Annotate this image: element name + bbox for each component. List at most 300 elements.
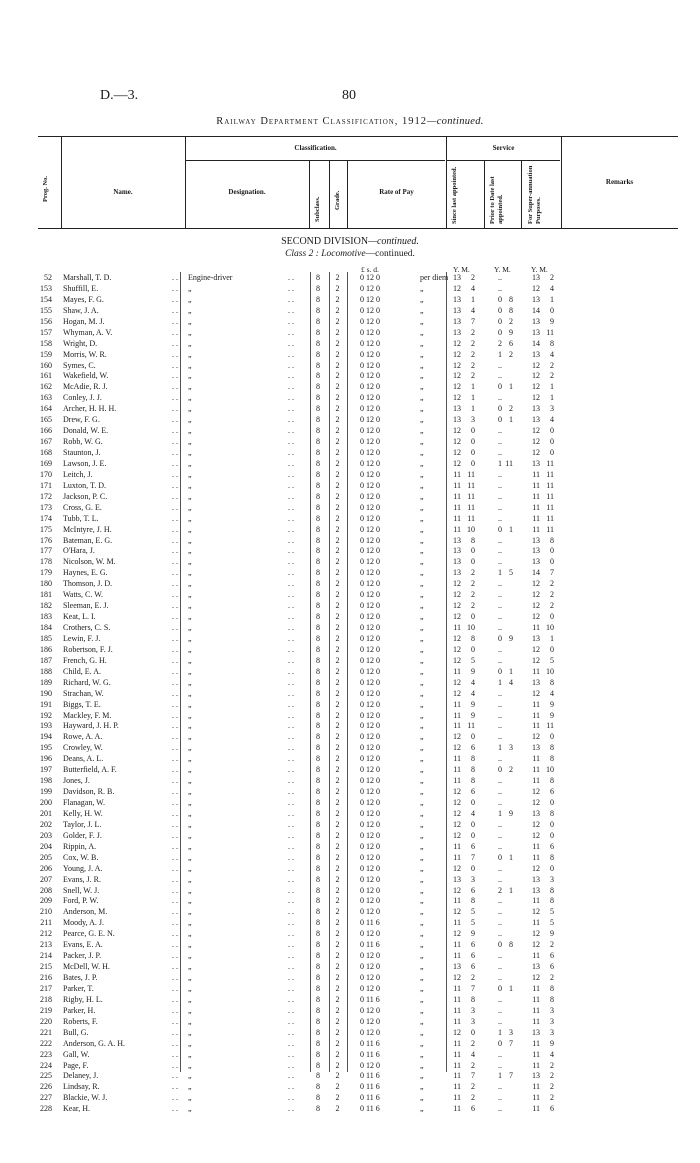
prior-years: .. xyxy=(498,557,502,567)
designation: „ xyxy=(188,754,192,764)
prior-years: .. xyxy=(498,819,502,829)
grade: 2 xyxy=(335,371,340,381)
super-years: 12 xyxy=(532,787,540,797)
designation-leader: . . xyxy=(288,830,294,840)
grade: 2 xyxy=(335,765,340,775)
table-row xyxy=(0,1061,700,1072)
header-remarks: Remarks xyxy=(605,178,634,186)
subclass: 8 xyxy=(316,787,320,797)
rate-of-pay: 0 12 0 xyxy=(360,546,380,556)
rate-of-pay: 0 12 0 xyxy=(360,885,380,895)
prog-no: 197 xyxy=(40,765,52,775)
prior-months: 1 xyxy=(509,524,513,534)
super-years: 11 xyxy=(532,1016,540,1026)
since-months: 2 xyxy=(471,338,475,348)
subclass: 8 xyxy=(316,819,320,829)
grade: 2 xyxy=(335,1082,340,1092)
super-months: 1 xyxy=(550,382,554,392)
designation: „ xyxy=(188,349,192,359)
staff-name: Davidson, R. B. xyxy=(63,787,115,797)
rate-of-pay: 0 12 0 xyxy=(360,557,380,567)
grade: 2 xyxy=(335,633,340,643)
prog-no: 174 xyxy=(40,513,52,523)
rate-of-pay: 0 12 0 xyxy=(360,568,380,578)
prog-no: 196 xyxy=(40,754,52,764)
designation: „ xyxy=(188,590,192,600)
prior-years: 0 xyxy=(498,524,502,534)
grade: 2 xyxy=(335,294,340,304)
designation-leader: . . xyxy=(288,458,294,468)
since-years: 12 xyxy=(453,819,461,829)
designation-leader: . . xyxy=(288,316,294,326)
designation: „ xyxy=(188,808,192,818)
since-years: 11 xyxy=(453,983,461,993)
prog-no: 158 xyxy=(40,338,52,348)
since-years: 11 xyxy=(453,502,461,512)
class-name: Locomotive xyxy=(321,249,366,259)
super-years: 12 xyxy=(532,382,540,392)
since-months: 10 xyxy=(467,623,475,632)
since-months: 6 xyxy=(471,787,475,797)
table-row xyxy=(0,328,700,339)
subclass: 8 xyxy=(316,677,320,687)
since-years: 13 xyxy=(453,874,461,884)
designation: „ xyxy=(188,557,192,567)
name-leader: . . xyxy=(172,1060,178,1070)
staff-name: Hogan, M. J. xyxy=(63,316,105,326)
rate-of-pay: 0 12 0 xyxy=(360,283,380,293)
designation-leader: . . xyxy=(288,1005,294,1015)
staff-name: Symes, C. xyxy=(63,360,96,370)
prior-years: 1 xyxy=(498,1071,502,1081)
subclass: 8 xyxy=(316,994,320,1004)
rate-of-pay: 0 12 0 xyxy=(360,907,380,917)
rate-of-pay: 0 12 0 xyxy=(360,612,380,622)
prior-years: .. xyxy=(498,951,502,961)
since-years: 13 xyxy=(453,316,461,326)
designation-leader: . . xyxy=(288,688,294,698)
rate-of-pay: 0 12 0 xyxy=(360,393,380,403)
pay-unit: „ xyxy=(420,633,424,643)
subclass: 8 xyxy=(316,699,320,709)
designation: „ xyxy=(188,1049,192,1059)
staff-name: Lewin, F. J. xyxy=(63,633,101,643)
table-row xyxy=(0,678,700,689)
pay-unit: „ xyxy=(420,382,424,392)
prog-no: 168 xyxy=(40,448,52,457)
name-leader: . . xyxy=(172,448,178,457)
table-row xyxy=(0,842,700,853)
name-leader: . . xyxy=(172,426,178,436)
super-months: 0 xyxy=(550,732,554,742)
super-years: 12 xyxy=(532,655,540,665)
prog-no: 153 xyxy=(40,283,52,293)
name-leader: . . xyxy=(172,798,178,807)
subclass: 8 xyxy=(316,896,320,906)
super-years: 12 xyxy=(532,940,540,950)
super-years: 12 xyxy=(532,819,540,829)
grade: 2 xyxy=(335,349,340,359)
designation: „ xyxy=(188,688,192,698)
since-years: 12 xyxy=(453,633,461,643)
super-months: 2 xyxy=(550,1071,554,1081)
prog-no: 165 xyxy=(40,415,52,425)
designation: „ xyxy=(188,677,192,687)
table-row xyxy=(0,798,700,809)
pay-unit: „ xyxy=(420,480,424,490)
super-months: 8 xyxy=(550,754,554,764)
name-leader: . . xyxy=(172,874,178,884)
rate-of-pay: 0 12 0 xyxy=(360,841,380,851)
staff-name: O'Hara, J. xyxy=(63,546,95,556)
designation: „ xyxy=(188,841,192,851)
prior-years: .. xyxy=(498,491,502,501)
super-months: 0 xyxy=(550,437,554,447)
since-years: 12 xyxy=(453,907,461,917)
designation: „ xyxy=(188,316,192,326)
table-row xyxy=(0,973,700,984)
prior-months: 1 xyxy=(509,382,513,392)
rate-of-pay: 0 12 0 xyxy=(360,743,380,753)
rate-of-pay: 0 12 0 xyxy=(360,666,380,676)
staff-name: Page, F. xyxy=(63,1060,89,1070)
prior-months: 2 xyxy=(509,404,513,414)
grade: 2 xyxy=(335,557,340,567)
since-years: 13 xyxy=(453,568,461,578)
staff-name: Butterfield, A. F. xyxy=(63,765,117,775)
since-months: 1 xyxy=(471,382,475,392)
designation-leader: . . xyxy=(288,404,294,414)
name-leader: . . xyxy=(172,535,178,545)
designation-leader: . . xyxy=(288,644,294,654)
name-leader: . . xyxy=(172,644,178,654)
designation-leader: . . xyxy=(288,776,294,786)
pay-unit: „ xyxy=(420,601,424,611)
grade: 2 xyxy=(335,513,340,523)
name-leader: . . xyxy=(172,283,178,293)
super-months: 0 xyxy=(550,426,554,436)
super-years: 11 xyxy=(532,1093,540,1103)
name-leader: . . xyxy=(172,951,178,961)
since-months: 0 xyxy=(471,819,475,829)
staff-name: Crowley, W. xyxy=(63,743,103,753)
since-years: 11 xyxy=(453,1016,461,1026)
staff-name: Delaney, J. xyxy=(63,1071,99,1081)
prog-no: 180 xyxy=(40,579,52,589)
staff-name: Flanagan, W. xyxy=(63,798,105,807)
grade: 2 xyxy=(335,951,340,961)
prog-no: 201 xyxy=(40,808,52,818)
header-since-last: Since last appointed. xyxy=(451,166,458,224)
since-years: 12 xyxy=(453,426,461,436)
grade: 2 xyxy=(335,469,340,479)
prior-years: .. xyxy=(498,1082,502,1092)
table-row xyxy=(0,601,700,612)
since-years: 12 xyxy=(453,929,461,939)
since-years: 11 xyxy=(453,1060,461,1070)
super-months: 3 xyxy=(550,1005,554,1015)
designation-leader: . . xyxy=(288,721,294,731)
class-subtitle xyxy=(0,249,700,259)
since-months: 5 xyxy=(471,655,475,665)
subclass: 8 xyxy=(316,907,320,917)
prior-years: .. xyxy=(498,754,502,764)
name-leader: . . xyxy=(172,666,178,676)
staff-name: Moody, A. J. xyxy=(63,918,105,928)
grade: 2 xyxy=(335,666,340,676)
designation-leader: . . xyxy=(288,896,294,906)
rate-of-pay: 0 12 0 xyxy=(360,732,380,742)
prog-no: 169 xyxy=(40,458,52,468)
staff-name: Tubb, T. L. xyxy=(63,513,99,523)
grade: 2 xyxy=(335,677,340,687)
since-months: 11 xyxy=(467,513,475,523)
pay-unit: „ xyxy=(420,524,424,534)
pay-unit: „ xyxy=(420,338,424,348)
super-years: 13 xyxy=(532,1027,540,1037)
prog-no: 162 xyxy=(40,382,52,392)
since-months: 7 xyxy=(471,983,475,993)
class-continued: —continued. xyxy=(365,249,415,259)
designation-leader: . . xyxy=(288,765,294,775)
subclass: 8 xyxy=(316,393,320,403)
designation: „ xyxy=(188,1005,192,1015)
super-years: 13 xyxy=(532,327,540,337)
designation: „ xyxy=(188,830,192,840)
super-months: 0 xyxy=(550,644,554,654)
designation: „ xyxy=(188,863,192,873)
name-leader: . . xyxy=(172,349,178,359)
table-row xyxy=(0,875,700,886)
name-leader: . . xyxy=(172,579,178,589)
subclass: 8 xyxy=(316,491,320,501)
prior-years: .. xyxy=(498,1104,502,1114)
grade: 2 xyxy=(335,841,340,851)
grade: 2 xyxy=(335,994,340,1004)
page-title xyxy=(0,116,700,127)
super-years: 13 xyxy=(532,962,540,972)
super-months: 8 xyxy=(550,677,554,687)
since-months: 0 xyxy=(471,458,475,468)
designation-leader: . . xyxy=(288,754,294,764)
super-years: 11 xyxy=(532,841,540,851)
rate-of-pay: 0 12 0 xyxy=(360,754,380,764)
header-rate-of-pay: Rate of Pay xyxy=(379,188,414,196)
since-months: 4 xyxy=(471,305,475,315)
prog-no: 179 xyxy=(40,568,52,578)
pay-unit: „ xyxy=(420,874,424,884)
since-months: 3 xyxy=(471,1016,475,1026)
since-years: 12 xyxy=(453,885,461,895)
since-years: 11 xyxy=(453,1104,461,1114)
designation-leader: . . xyxy=(288,1060,294,1070)
prior-years: .. xyxy=(498,601,502,611)
rate-of-pay: 0 12 0 xyxy=(360,273,380,282)
prior-years: .. xyxy=(498,787,502,797)
rate-of-pay: 0 11 6 xyxy=(360,994,380,1004)
staff-name: Parker, T. xyxy=(63,983,94,993)
pay-unit: „ xyxy=(420,513,424,523)
rate-of-pay: 0 12 0 xyxy=(360,896,380,906)
grade: 2 xyxy=(335,382,340,392)
table-row xyxy=(0,1006,700,1017)
table-row xyxy=(0,645,700,656)
grade: 2 xyxy=(335,437,340,447)
rate-of-pay: 0 11 6 xyxy=(360,1049,380,1059)
table-row xyxy=(0,787,700,798)
pay-unit: „ xyxy=(420,404,424,414)
prior-years: 1 xyxy=(498,1027,502,1037)
designation: „ xyxy=(188,1093,192,1103)
pay-unit: „ xyxy=(420,973,424,982)
prior-years: .. xyxy=(498,1005,502,1015)
pay-unit: „ xyxy=(420,994,424,1004)
rate-of-pay: 0 12 0 xyxy=(360,765,380,775)
grade: 2 xyxy=(335,480,340,490)
designation-leader: . . xyxy=(288,546,294,556)
subclass: 8 xyxy=(316,874,320,884)
designation-leader: . . xyxy=(288,623,294,632)
since-months: 6 xyxy=(471,940,475,950)
subclass: 8 xyxy=(316,852,320,862)
designation-leader: . . xyxy=(288,1038,294,1048)
table-row xyxy=(0,284,700,295)
name-leader: . . xyxy=(172,1104,178,1114)
super-months: 5 xyxy=(550,918,554,928)
designation: „ xyxy=(188,798,192,807)
grade: 2 xyxy=(335,776,340,786)
rate-of-pay: 0 12 0 xyxy=(360,294,380,304)
staff-name: Jackson, P. C. xyxy=(63,491,108,501)
super-months: 2 xyxy=(550,371,554,381)
staff-name: Packer, J. P. xyxy=(63,951,102,961)
super-months: 11 xyxy=(546,458,554,468)
prog-no: 191 xyxy=(40,699,52,709)
name-leader: . . xyxy=(172,732,178,742)
subclass: 8 xyxy=(316,1038,320,1048)
prior-years: 0 xyxy=(498,983,502,993)
prior-years: .. xyxy=(498,841,502,851)
since-years: 11 xyxy=(453,491,461,501)
table-row xyxy=(0,295,700,306)
prior-units: Y. M. xyxy=(494,265,511,274)
name-leader: . . xyxy=(172,524,178,534)
subclass: 8 xyxy=(316,327,320,337)
name-leader: . . xyxy=(172,1038,178,1048)
since-months: 0 xyxy=(471,612,475,622)
prior-years: .. xyxy=(498,371,502,381)
super-months: 11 xyxy=(546,721,554,731)
since-years: 12 xyxy=(453,283,461,293)
since-years: 12 xyxy=(453,612,461,622)
super-months: 6 xyxy=(550,951,554,961)
staff-name: Kelly, H. W. xyxy=(63,808,103,818)
since-months: 2 xyxy=(471,568,475,578)
pay-unit: „ xyxy=(420,502,424,512)
super-years: 11 xyxy=(532,502,540,512)
super-months: 2 xyxy=(550,940,554,950)
table-row xyxy=(0,393,700,404)
super-months: 2 xyxy=(550,579,554,589)
super-years: 12 xyxy=(532,732,540,742)
subclass: 8 xyxy=(316,765,320,775)
grade: 2 xyxy=(335,732,340,742)
since-months: 3 xyxy=(471,415,475,425)
staff-name: Archer, H. H. H. xyxy=(63,404,117,414)
super-years: 13 xyxy=(532,349,540,359)
grade: 2 xyxy=(335,273,340,282)
prior-years: .. xyxy=(498,623,502,632)
staff-name: Robb, W. G. xyxy=(63,437,103,447)
subclass: 8 xyxy=(316,973,320,982)
designation: Engine-driver xyxy=(188,273,233,282)
staff-name: Leitch, J. xyxy=(63,469,93,479)
pay-unit: „ xyxy=(420,458,424,468)
designation-leader: . . xyxy=(288,305,294,315)
subclass: 8 xyxy=(316,655,320,665)
table-row xyxy=(0,448,700,459)
subclass: 8 xyxy=(316,983,320,993)
pay-unit: „ xyxy=(420,688,424,698)
super-months: 6 xyxy=(550,962,554,972)
super-years: 13 xyxy=(532,316,540,326)
super-years: 13 xyxy=(532,458,540,468)
super-months: 11 xyxy=(546,502,554,512)
designation-leader: . . xyxy=(288,612,294,622)
super-months: 10 xyxy=(546,765,554,775)
prior-years: 0 xyxy=(498,940,502,950)
staff-name: Evans, J. R. xyxy=(63,874,101,884)
table-row xyxy=(0,689,700,700)
subclass: 8 xyxy=(316,929,320,939)
designation-leader: . . xyxy=(288,710,294,720)
subclass: 8 xyxy=(316,863,320,873)
rate-of-pay: 0 12 0 xyxy=(360,929,380,939)
table-row xyxy=(0,404,700,415)
designation: „ xyxy=(188,415,192,425)
grade: 2 xyxy=(335,426,340,436)
super-months: 10 xyxy=(546,666,554,676)
table-row xyxy=(0,711,700,722)
designation: „ xyxy=(188,546,192,556)
super-months: 1 xyxy=(550,393,554,403)
grade: 2 xyxy=(335,305,340,315)
designation-leader: . . xyxy=(288,918,294,928)
prior-months: 8 xyxy=(509,940,513,950)
prior-years: .. xyxy=(498,360,502,370)
prog-no: 206 xyxy=(40,863,52,873)
prog-no: 188 xyxy=(40,666,52,676)
rate-of-pay: 0 12 0 xyxy=(360,787,380,797)
since-months: 2 xyxy=(471,349,475,359)
designation: „ xyxy=(188,612,192,622)
subclass: 8 xyxy=(316,480,320,490)
prior-years: 0 xyxy=(498,666,502,676)
prior-years: .. xyxy=(498,426,502,436)
subclass: 8 xyxy=(316,404,320,414)
prog-no: 195 xyxy=(40,743,52,753)
prior-years: .. xyxy=(498,1060,502,1070)
prior-years: .. xyxy=(498,896,502,906)
prior-years: .. xyxy=(498,590,502,600)
since-months: 0 xyxy=(471,1027,475,1037)
prior-months: 5 xyxy=(509,568,513,578)
rate-of-pay: 0 12 0 xyxy=(360,1005,380,1015)
subclass: 8 xyxy=(316,940,320,950)
super-months: 8 xyxy=(550,896,554,906)
designation: „ xyxy=(188,294,192,304)
prog-no: 184 xyxy=(40,623,52,632)
